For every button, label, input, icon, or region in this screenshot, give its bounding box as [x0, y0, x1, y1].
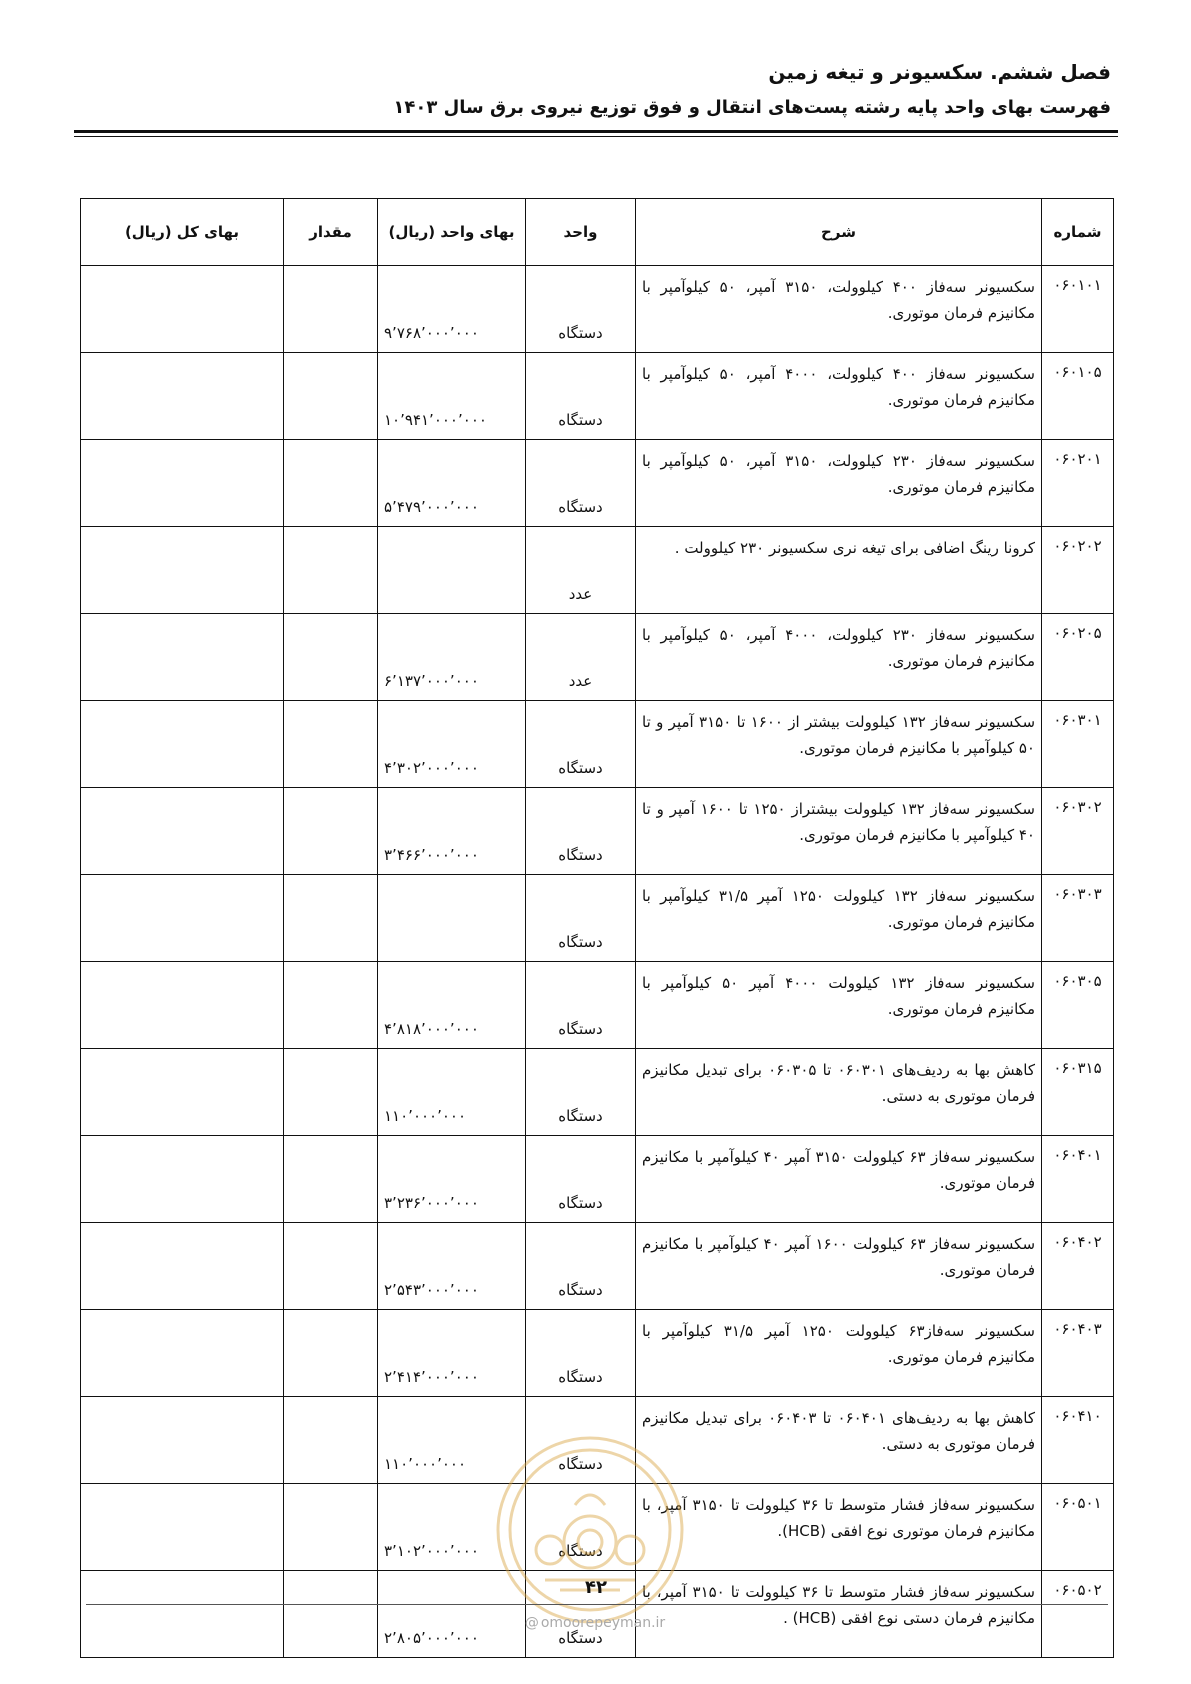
row-unit-price — [378, 527, 526, 614]
table-row — [81, 527, 1114, 614]
row-description: سکسیونر سه‌فاز ۱۳۲ کیلوولت بیشتراز ۱۲۵۰ تا ۱۶۰۰ آمپر و تا ۴۰ کیلوآمپر با مکانیزم فرمان موتوری. — [636, 788, 1042, 875]
row-unit: دستگاه — [526, 1397, 636, 1484]
table-row — [81, 962, 1114, 1049]
row-unit: دستگاه — [526, 1136, 636, 1223]
row-quantity — [284, 353, 378, 440]
table-header-row — [81, 199, 1114, 266]
at-sign-icon: @ — [524, 1615, 539, 1631]
row-description: سکسیونر سه‌فاز فشار متوسط تا ۳۶ کیلوولت تا ۳۱۵۰ آمپر، با مکانیزم فرمان دستی نوع افقی (HCB) . — [636, 1571, 1042, 1658]
row-total-price — [81, 1397, 284, 1484]
row-code: ۰۶۰۳۰۳ — [1042, 875, 1114, 962]
row-quantity — [284, 1049, 378, 1136]
row-code: ۰۶۰۱۰۱ — [1042, 266, 1114, 353]
table-row — [81, 1136, 1114, 1223]
row-description: سکسیونر سه‌فاز فشار متوسط تا ۳۶ کیلوولت تا ۳۱۵۰ آمپر، با مکانیزم فرمان موتوری نوع افقی (HCB). — [636, 1484, 1042, 1571]
row-unit-price: ۳٬۱۰۲٬۰۰۰٬۰۰۰ — [378, 1484, 526, 1571]
row-unit-price: ۳٬۴۶۶٬۰۰۰٬۰۰۰ — [378, 788, 526, 875]
row-description: سکسیونر سه‌فاز ۱۳۲ کیلوولت ۴۰۰۰ آمپر ۵۰ کیلوآمپر با مکانیزم فرمان موتوری. — [636, 962, 1042, 1049]
row-description: سکسیونر سه‌فاز ۱۳۲ کیلوولت ۱۲۵۰ آمپر ۳۱/۵ کیلوآمپر با مکانیزم فرمان موتوری. — [636, 875, 1042, 962]
row-quantity — [284, 440, 378, 527]
row-quantity — [284, 527, 378, 614]
header-unit-price: بهای واحد (ریال) — [378, 199, 526, 266]
header-rule-thin — [74, 136, 1118, 137]
row-code: ۰۶۰۵۰۲ — [1042, 1571, 1114, 1658]
row-unit-price: ۹٬۷۶۸٬۰۰۰٬۰۰۰ — [378, 266, 526, 353]
chapter-title: فصل ششم. سکسیونر و تیغه زمین — [768, 60, 1111, 84]
row-code: ۰۶۰۲۰۱ — [1042, 440, 1114, 527]
row-description: کاهش بها به ردیف‌های ۰۶۰۳۰۱ تا ۰۶۰۳۰۵ برای تبدیل مکانیزم فرمان موتوری به دستی. — [636, 1049, 1042, 1136]
header-rule-thick — [74, 130, 1118, 133]
row-code: ۰۶۰۲۰۵ — [1042, 614, 1114, 701]
row-total-price — [81, 614, 284, 701]
row-description: سکسیونر سه‌فاز ۴۰۰ کیلوولت، ۳۱۵۰ آمپر، ۵۰ کیلوآمپر با مکانیزم فرمان موتوری. — [636, 266, 1042, 353]
row-unit-price — [378, 875, 526, 962]
row-description: سکسیونر سه‌فاز ۱۳۲ کیلوولت بیشتر از ۱۶۰۰ تا ۳۱۵۰ آمپر و تا ۵۰ کیلوآمپر با مکانیزم فرمان موتوری. — [636, 701, 1042, 788]
header-unit: واحد — [526, 199, 636, 266]
row-quantity — [284, 875, 378, 962]
table-row — [81, 1223, 1114, 1310]
row-total-price — [81, 1049, 284, 1136]
row-description: سکسیونر سه‌فاز ۶۳ کیلوولت ۱۶۰۰ آمپر ۴۰ کیلوآمپر با مکانیزم فرمان موتوری. — [636, 1223, 1042, 1310]
row-quantity — [284, 701, 378, 788]
page-number: ۴۲ — [585, 1577, 607, 1598]
row-unit: دستگاه — [526, 266, 636, 353]
table-row — [81, 788, 1114, 875]
table-row — [81, 875, 1114, 962]
row-code: ۰۶۰۴۰۳ — [1042, 1310, 1114, 1397]
row-unit-price: ۴٬۸۱۸٬۰۰۰٬۰۰۰ — [378, 962, 526, 1049]
seal-watermark-icon — [490, 1430, 690, 1630]
row-unit: عدد — [526, 614, 636, 701]
table-row — [81, 1310, 1114, 1397]
row-unit-price: ۱۱۰٬۰۰۰٬۰۰۰ — [378, 1397, 526, 1484]
row-total-price — [81, 875, 284, 962]
row-total-price — [81, 1571, 284, 1658]
document-subtitle: فهرست بهای واحد پایه رشته پست‌های انتقال و فوق توزیع نیروی برق سال ۱۴۰۳ — [393, 97, 1111, 118]
row-description: سکسیونر سه‌فاز ۲۳۰ کیلوولت، ۴۰۰۰ آمپر، ۵۰ کیلوآمپر با مکانیزم فرمان موتوری. — [636, 614, 1042, 701]
row-unit-price: ۳٬۲۳۶٬۰۰۰٬۰۰۰ — [378, 1136, 526, 1223]
row-code: ۰۶۰۲۰۲ — [1042, 527, 1114, 614]
row-unit: دستگاه — [526, 788, 636, 875]
row-unit: دستگاه — [526, 440, 636, 527]
row-code: ۰۶۰۳۰۵ — [1042, 962, 1114, 1049]
table-row — [81, 353, 1114, 440]
website-text: omoorepeyman.ir — [540, 1615, 666, 1631]
row-quantity — [284, 614, 378, 701]
row-quantity — [284, 1571, 378, 1658]
row-code: ۰۶۰۴۰۲ — [1042, 1223, 1114, 1310]
row-description: سکسیونر سه‌فاز ۶۳ کیلوولت ۳۱۵۰ آمپر ۴۰ کیلوآمپر با مکانیزم فرمان موتوری. — [636, 1136, 1042, 1223]
row-code: ۰۶۰۴۰۱ — [1042, 1136, 1114, 1223]
row-quantity — [284, 1397, 378, 1484]
row-unit-price: ۱۱۰٬۰۰۰٬۰۰۰ — [378, 1049, 526, 1136]
row-total-price — [81, 440, 284, 527]
row-quantity — [284, 962, 378, 1049]
row-total-price — [81, 962, 284, 1049]
row-total-price — [81, 1223, 284, 1310]
row-code: ۰۶۰۴۱۰ — [1042, 1397, 1114, 1484]
header-quantity: مقدار — [284, 199, 378, 266]
row-total-price — [81, 1136, 284, 1223]
table-row — [81, 1049, 1114, 1136]
row-code: ۰۶۰۳۰۲ — [1042, 788, 1114, 875]
row-unit: دستگاه — [526, 1049, 636, 1136]
footer-rule — [86, 1604, 1108, 1605]
row-unit: دستگاه — [526, 1223, 636, 1310]
row-total-price — [81, 353, 284, 440]
row-description: سکسیونر سه‌فاز ۲۳۰ کیلوولت، ۳۱۵۰ آمپر، ۵۰ کیلوآمپر با مکانیزم فرمان موتوری. — [636, 440, 1042, 527]
table-row — [81, 266, 1114, 353]
row-unit: عدد — [526, 527, 636, 614]
table-row — [81, 440, 1114, 527]
row-unit: دستگاه — [526, 1310, 636, 1397]
row-description: سکسیونر سه‌فاز ۴۰۰ کیلوولت، ۴۰۰۰ آمپر، ۵۰ کیلوآمپر با مکانیزم فرمان موتوری. — [636, 353, 1042, 440]
row-quantity — [284, 1136, 378, 1223]
row-unit-price: ۱۰٬۹۴۱٬۰۰۰٬۰۰۰ — [378, 353, 526, 440]
row-quantity — [284, 1223, 378, 1310]
row-code: ۰۶۰۵۰۱ — [1042, 1484, 1114, 1571]
row-quantity — [284, 266, 378, 353]
row-total-price — [81, 266, 284, 353]
row-quantity — [284, 1484, 378, 1571]
row-code: ۰۶۰۳۰۱ — [1042, 701, 1114, 788]
row-unit-price: ۶٬۱۳۷٬۰۰۰٬۰۰۰ — [378, 614, 526, 701]
row-description: کاهش بها به ردیف‌های ۰۶۰۴۰۱ تا ۰۶۰۴۰۳ برای تبدیل مکانیزم فرمان موتوری به دستی. — [636, 1397, 1042, 1484]
website-url — [480, 1615, 710, 1631]
row-total-price — [81, 788, 284, 875]
row-unit: دستگاه — [526, 875, 636, 962]
row-description: کرونا رینگ اضافی برای تیغه نری سکسیونر ۲۳۰ کیلوولت . — [636, 527, 1042, 614]
row-unit: دستگاه — [526, 1571, 636, 1658]
row-description: سکسیونر سه‌فاز۶۳ کیلوولت ۱۲۵۰ آمپر ۳۱/۵ کیلوآمپر با مکانیزم فرمان موتوری. — [636, 1310, 1042, 1397]
row-unit-price: ۲٬۸۰۵٬۰۰۰٬۰۰۰ — [378, 1571, 526, 1658]
header-description: شرح — [636, 199, 1042, 266]
row-unit: دستگاه — [526, 353, 636, 440]
row-unit-price: ۲٬۴۱۴٬۰۰۰٬۰۰۰ — [378, 1310, 526, 1397]
row-total-price — [81, 1484, 284, 1571]
row-unit-price: ۵٬۴۷۹٬۰۰۰٬۰۰۰ — [378, 440, 526, 527]
table-row — [81, 614, 1114, 701]
row-total-price — [81, 527, 284, 614]
row-unit: دستگاه — [526, 701, 636, 788]
row-unit: دستگاه — [526, 962, 636, 1049]
row-quantity — [284, 788, 378, 875]
table-row — [81, 701, 1114, 788]
row-quantity — [284, 1310, 378, 1397]
row-code: ۰۶۰۳۱۵ — [1042, 1049, 1114, 1136]
row-unit-price: ۴٬۳۰۲٬۰۰۰٬۰۰۰ — [378, 701, 526, 788]
header-code: شماره — [1042, 199, 1114, 266]
row-total-price — [81, 1310, 284, 1397]
row-unit-price: ۲٬۵۴۳٬۰۰۰٬۰۰۰ — [378, 1223, 526, 1310]
row-total-price — [81, 701, 284, 788]
row-code: ۰۶۰۱۰۵ — [1042, 353, 1114, 440]
header-total-price: بهای کل (ریال) — [81, 199, 284, 266]
row-unit: دستگاه — [526, 1484, 636, 1571]
